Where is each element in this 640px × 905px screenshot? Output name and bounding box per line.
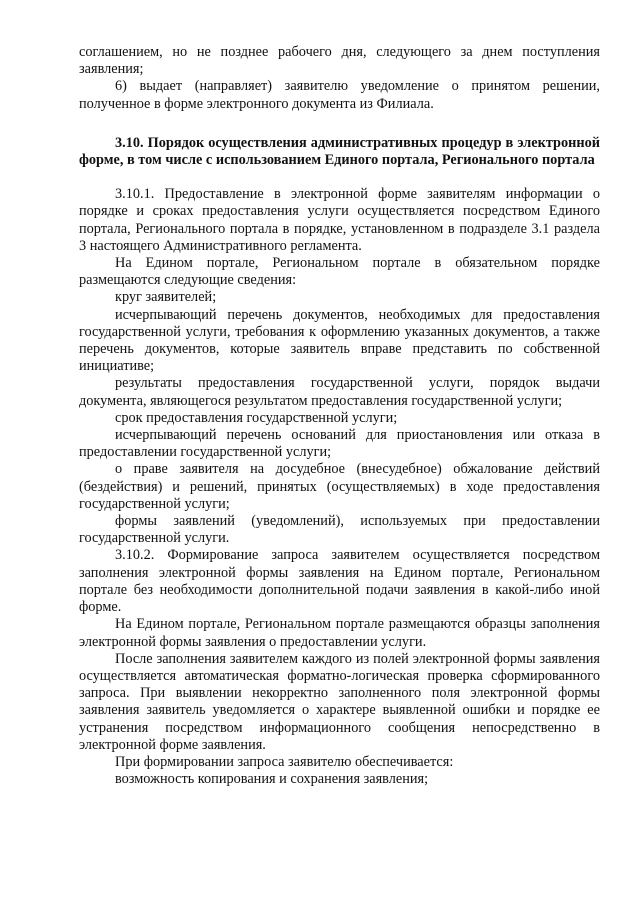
- spacer: [79, 169, 600, 186]
- document-page: [79, 44, 600, 788]
- paragraph-3-10-2: 3.10.2. Формирование запроса заявителем осуществляется посредством заполнения электронной формы заявления на Едином портале, Региональном портале без необходимости дополнительной подачи заявления в какой-либо иной форме.: [79, 547, 600, 616]
- list-item-results: результаты предоставления государственной услуги, порядок выдачи документа, являющегося результатом предоставления государственной услуги;: [79, 375, 600, 409]
- paragraph-portal-info: На Едином портале, Региональном портале в обязательном порядке размещаются следующие сведения:: [79, 255, 600, 289]
- list-item-applicants: круг заявителей;: [115, 289, 217, 306]
- list-item-copy-save: возможность копирования и сохранения заявления;: [115, 771, 429, 788]
- list-item-appeal: о праве заявителя на досудебное (внесудебное) обжалование действий (бездействия) и решений, принятых (осуществляемых) в ходе предоставления государственной услуги;: [79, 461, 600, 512]
- paragraph-continuation: соглашением, но не позднее рабочего дня, следующего за днем поступления заявления;: [79, 44, 600, 78]
- paragraph-provided: При формировании запроса заявителю обеспечивается:: [115, 753, 454, 770]
- paragraph-samples: На Едином портале, Региональном портале размещаются образцы заполнения электронной формы заявления о предоставлении услуги.: [79, 616, 600, 650]
- list-item-forms: формы заявлений (уведомлений), используемых при предоставлении государственной услуги.: [79, 513, 600, 547]
- paragraph-item-6: 6) выдает (направляет) заявителю уведомление о принятом решении, полученное в форме электронного документа из Филиала.: [79, 78, 600, 112]
- paragraph-3-10-1: 3.10.1. Предоставление в электронной форме заявителям информации о порядке и сроках предоставления услуги осуществляется посредством Единого портала, Регионального портала в порядке, установленном в подразделе 3.1 раздела 3 настоящего Административного регламента.: [79, 186, 600, 254]
- paragraph-validation: После заполнения заявителем каждого из полей электронной формы заявления осуществляется автоматическая форматно-логическая проверка сформированного запроса. При выявлении некорректно заполненного поля электронной формы заявления заявитель уведомляется о характере выявленной ошибки и порядке ее устранения посредством информационного сообщения непосредственно в электронной форме заявления.: [79, 650, 600, 753]
- section-heading-3-10: 3.10. Порядок осуществления административных процедур в электронной форме, в том числе с использованием Единого портала, Регионального портала: [79, 134, 600, 169]
- list-item-documents: исчерпывающий перечень документов, необходимых для предоставления государственной услуги, требования к оформлению указанных документов, а также перечень документов, которые заявитель вправе представить по собственной инициативе;: [79, 306, 600, 375]
- list-item-grounds: исчерпывающий перечень оснований для приостановления или отказа в предоставлении государственной услуги;: [79, 427, 600, 461]
- list-item-term: срок предоставления государственной услуги;: [115, 409, 398, 426]
